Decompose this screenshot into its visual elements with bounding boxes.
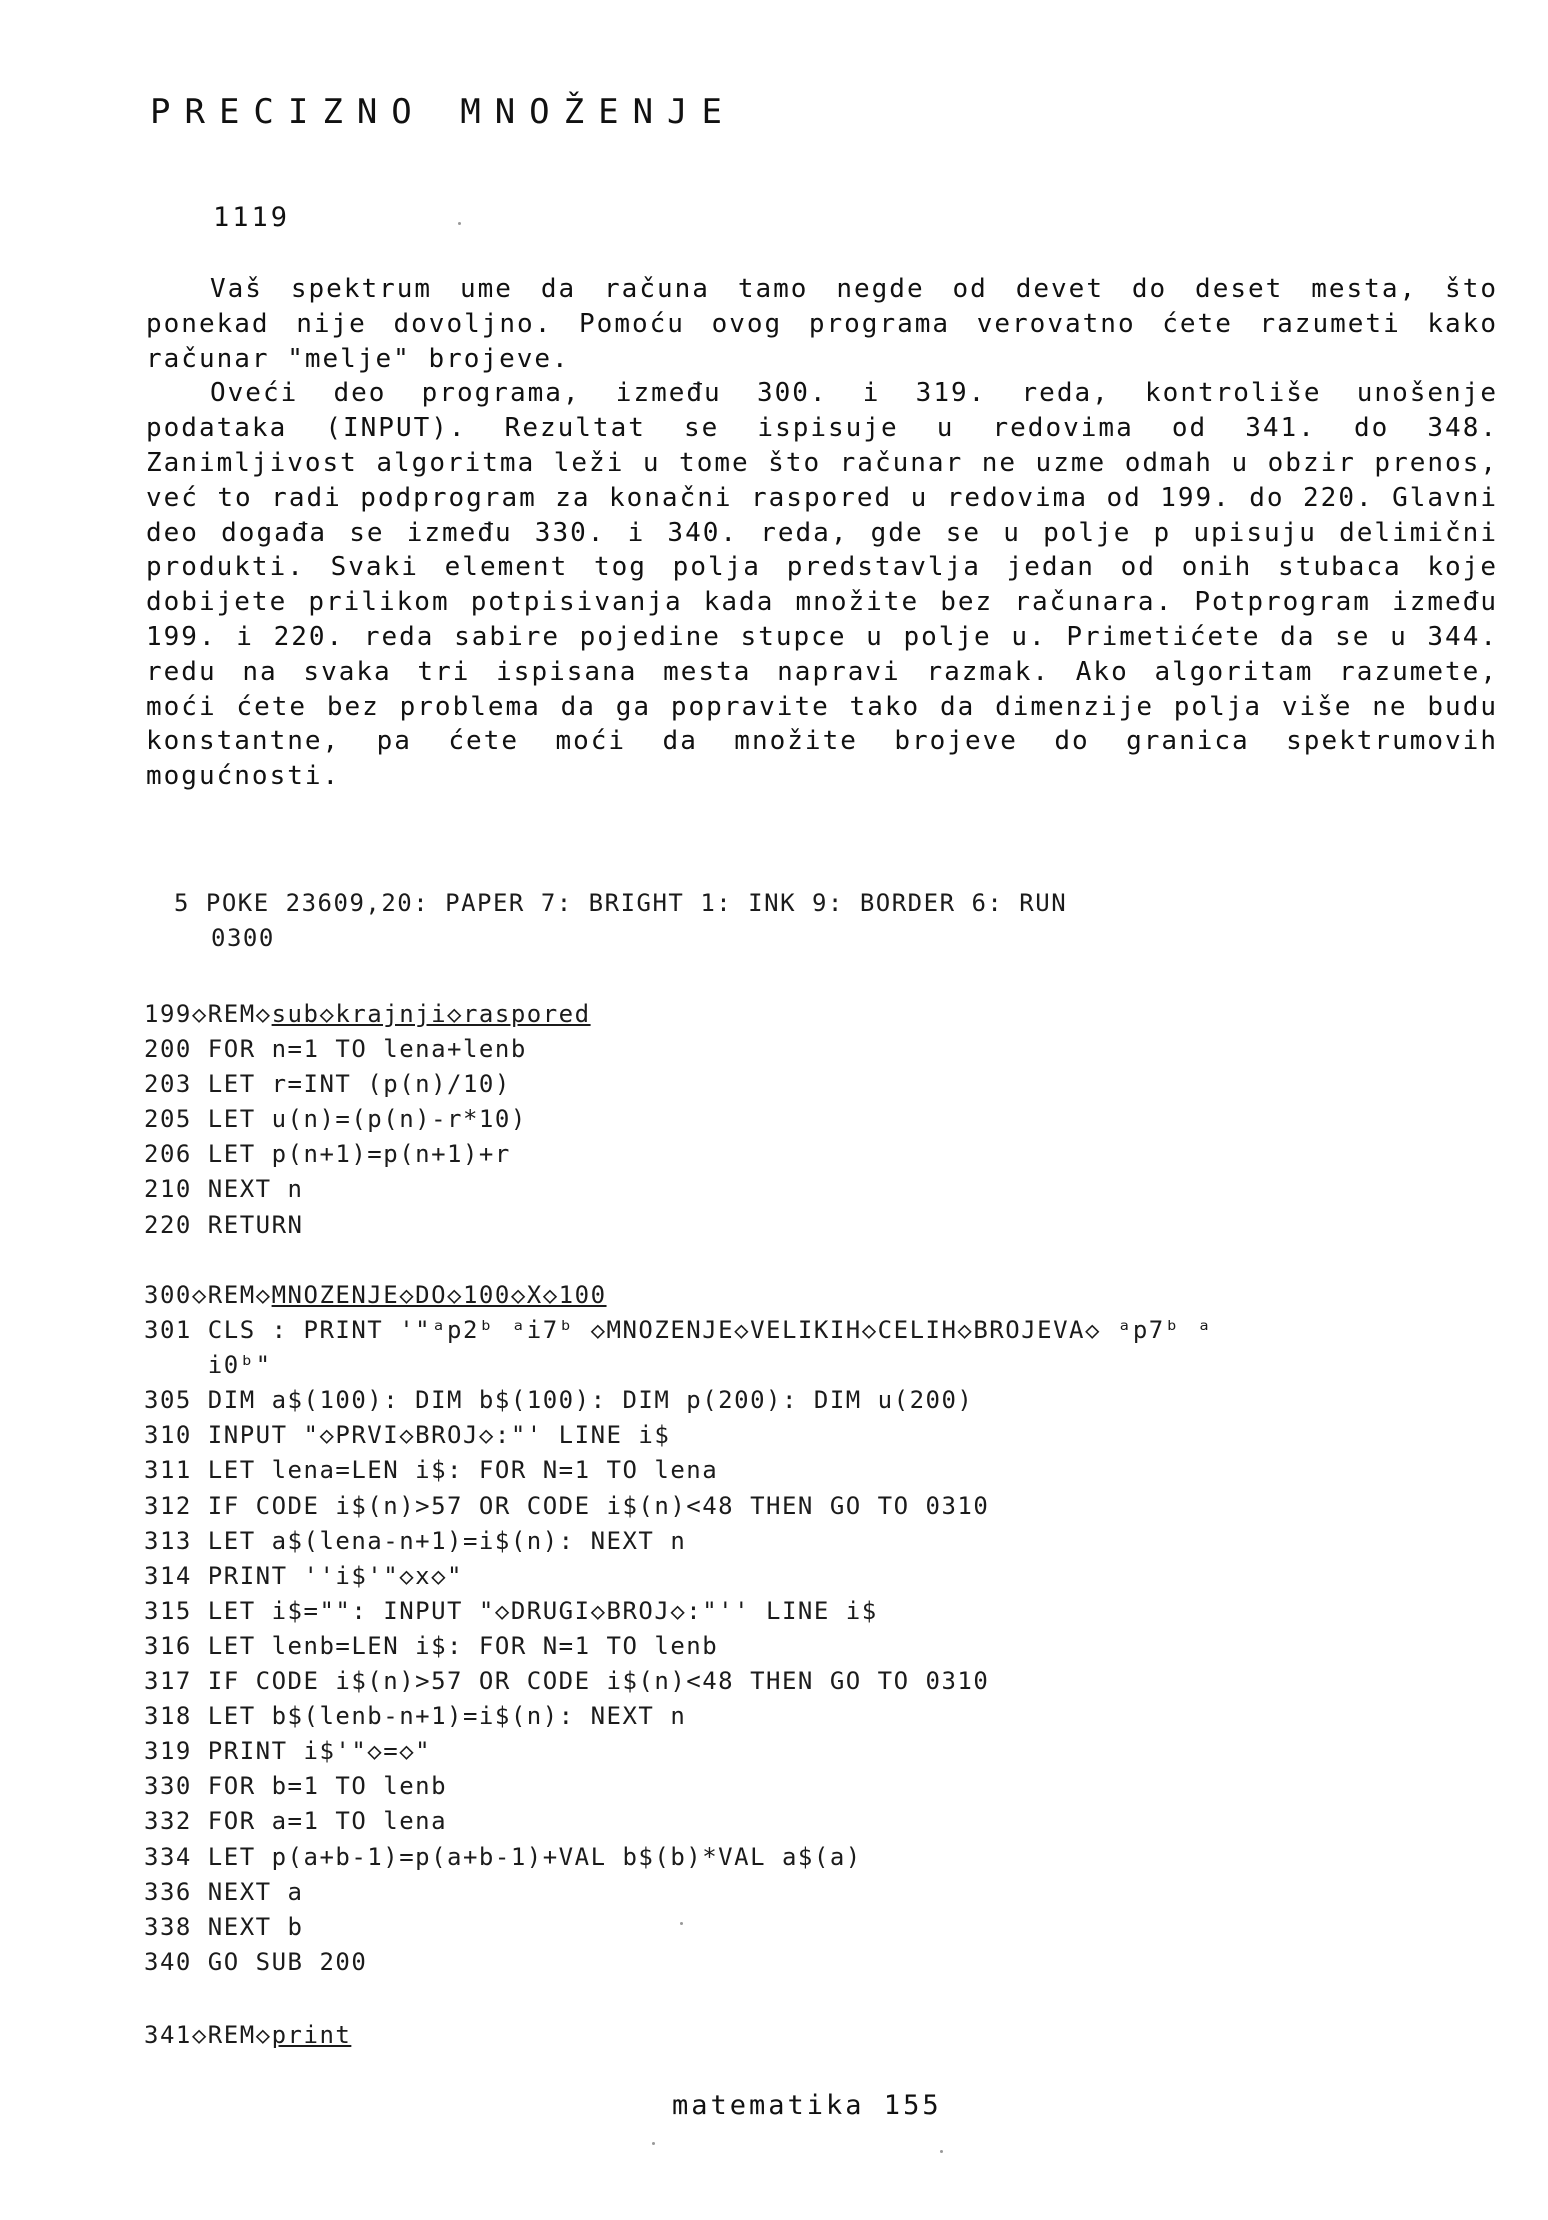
listing-block-subroutine xyxy=(144,997,591,1243)
rem-label: sub◇krajnji◇raspored xyxy=(271,1000,591,1028)
paper-speck xyxy=(680,1922,683,1925)
program-number: 1119 xyxy=(213,202,291,233)
code-line: 340 GO SUB 200 xyxy=(144,1947,368,1976)
code-line: 312 IF CODE i$(n)>57 OR CODE i$(n)<48 THEN GO TO 0310 xyxy=(144,1491,990,1520)
code-line: 305 DIM a$(100): DIM b$(100): DIM p(200): DIM u(200) xyxy=(144,1386,974,1415)
code-line: 318 LET b$(lenb-n+1)=i$(n): NEXT n xyxy=(144,1702,687,1731)
code-line: 336 NEXT a xyxy=(144,1877,304,1906)
paper-speck xyxy=(940,2150,943,2153)
rem-line xyxy=(144,2018,351,2053)
code-line: 5 POKE 23609,20: PAPER 7: BRIGHT 1: INK 9: BORDER 6: RUN xyxy=(174,889,1068,917)
rem-prefix: 341◇REM◇ xyxy=(144,2021,272,2049)
code-line: 203 LET r=INT (p(n)/10) xyxy=(144,1070,511,1099)
listing-block-main xyxy=(144,1278,1213,1980)
code-line: i0ᵇ" xyxy=(144,1351,272,1380)
rem-label: print xyxy=(271,2021,352,2049)
code-line: 301 CLS : PRINT '"ᵃp2ᵇ ᵃi7ᵇ ◇MNOZENJE◇VELIKIH◇CELIH◇BROJEVA◇ ᵃp7ᵇ ᵃ xyxy=(144,1316,1213,1345)
code-line: 334 LET p(a+b-1)=p(a+b-1)+VAL b$(b)*VAL a$(a) xyxy=(144,1842,862,1871)
code-line: 205 LET u(n)=(p(n)-r*10) xyxy=(144,1105,527,1134)
code-line: 0300 xyxy=(211,924,275,953)
code-line: 206 LET p(n+1)=p(n+1)+r xyxy=(144,1140,511,1169)
code-line: 210 NEXT n xyxy=(144,1175,304,1204)
rem-prefix: 199◇REM◇ xyxy=(144,1000,272,1028)
code-line: 317 IF CODE i$(n)>57 OR CODE i$(n)<48 THEN GO TO 0310 xyxy=(144,1667,990,1696)
paper-speck xyxy=(652,2142,655,2145)
article-body xyxy=(146,272,1498,794)
rem-line xyxy=(144,997,591,1032)
rem-label: MNOZENJE◇DO◇100◇X◇100 xyxy=(271,1281,607,1309)
paragraph: Oveći deo programa, između 300. i 319. reda, kontroliše unošenje podataka (INPUT). Rezultat se ispisuje u redovima od 341. do 348. Zanimljivost algoritma leži u tome što računar ne uzme odmah u obzir prenos, već to radi podprogram za konačni raspored u redovima od 199. do 220. Glavni deo događa se između 330. i 340. reda, gde se u polje p upisuju delimični produkti. Svaki element tog polja predstavlja jedan od onih stubaca koje dobijete prilikom potpisivanja kada množite bez računara. Potprogram između 199. i 220. reda sabire pojedine stupce u polje u. Primetićete da se u 344. redu na svaka tri ispisana mesta napravi razmak. Ako algoritam razumete, moći ćete bez problema da ga popravite tako da dimenzije polja više ne budu konstantne, pa ćete moći da množite brojeve do granica spektrumovih mogućnosti. xyxy=(146,378,1498,792)
page-footer: matematika 155 xyxy=(672,2090,942,2121)
rem-prefix: 300◇REM◇ xyxy=(144,1281,272,1309)
paper-speck xyxy=(458,222,461,225)
code-line: 330 FOR b=1 TO lenb xyxy=(144,1772,448,1801)
page-title: PRECIZNO MNOŽENJE xyxy=(150,92,736,132)
code-line: 316 LET lenb=LEN i$: FOR N=1 TO lenb xyxy=(144,1631,719,1660)
code-line: 314 PRINT ''i$'"◇x◇" xyxy=(144,1561,463,1590)
code-line: 200 FOR n=1 TO lena+lenb xyxy=(144,1035,527,1064)
listing-block-print xyxy=(144,2018,351,2053)
code-line: 332 FOR a=1 TO lena xyxy=(144,1807,448,1836)
rem-line xyxy=(144,1278,1213,1313)
paragraph: Vaš spektrum ume da računa tamo negde od devet do deset mesta, što ponekad nije dovoljno. Pomoću ovog programa verovatno ćete razumeti kako računar "melje" brojeve. xyxy=(146,274,1498,374)
code-line: 315 LET i$="": INPUT "◇DRUGI◇BROJ◇:"'' LINE i$ xyxy=(144,1596,878,1625)
code-line: 311 LET lena=LEN i$: FOR N=1 TO lena xyxy=(144,1456,719,1485)
code-line: 310 INPUT "◇PRVI◇BROJ◇:"' LINE i$ xyxy=(144,1421,671,1450)
code-line: 319 PRINT i$'"◇=◇" xyxy=(144,1737,432,1766)
code-line: 313 LET a$(lena-n+1)=i$(n): NEXT n xyxy=(144,1526,687,1555)
code-line: 338 NEXT b xyxy=(144,1912,304,1941)
listing-line-5 xyxy=(174,886,1067,956)
code-line: 220 RETURN xyxy=(144,1210,304,1239)
